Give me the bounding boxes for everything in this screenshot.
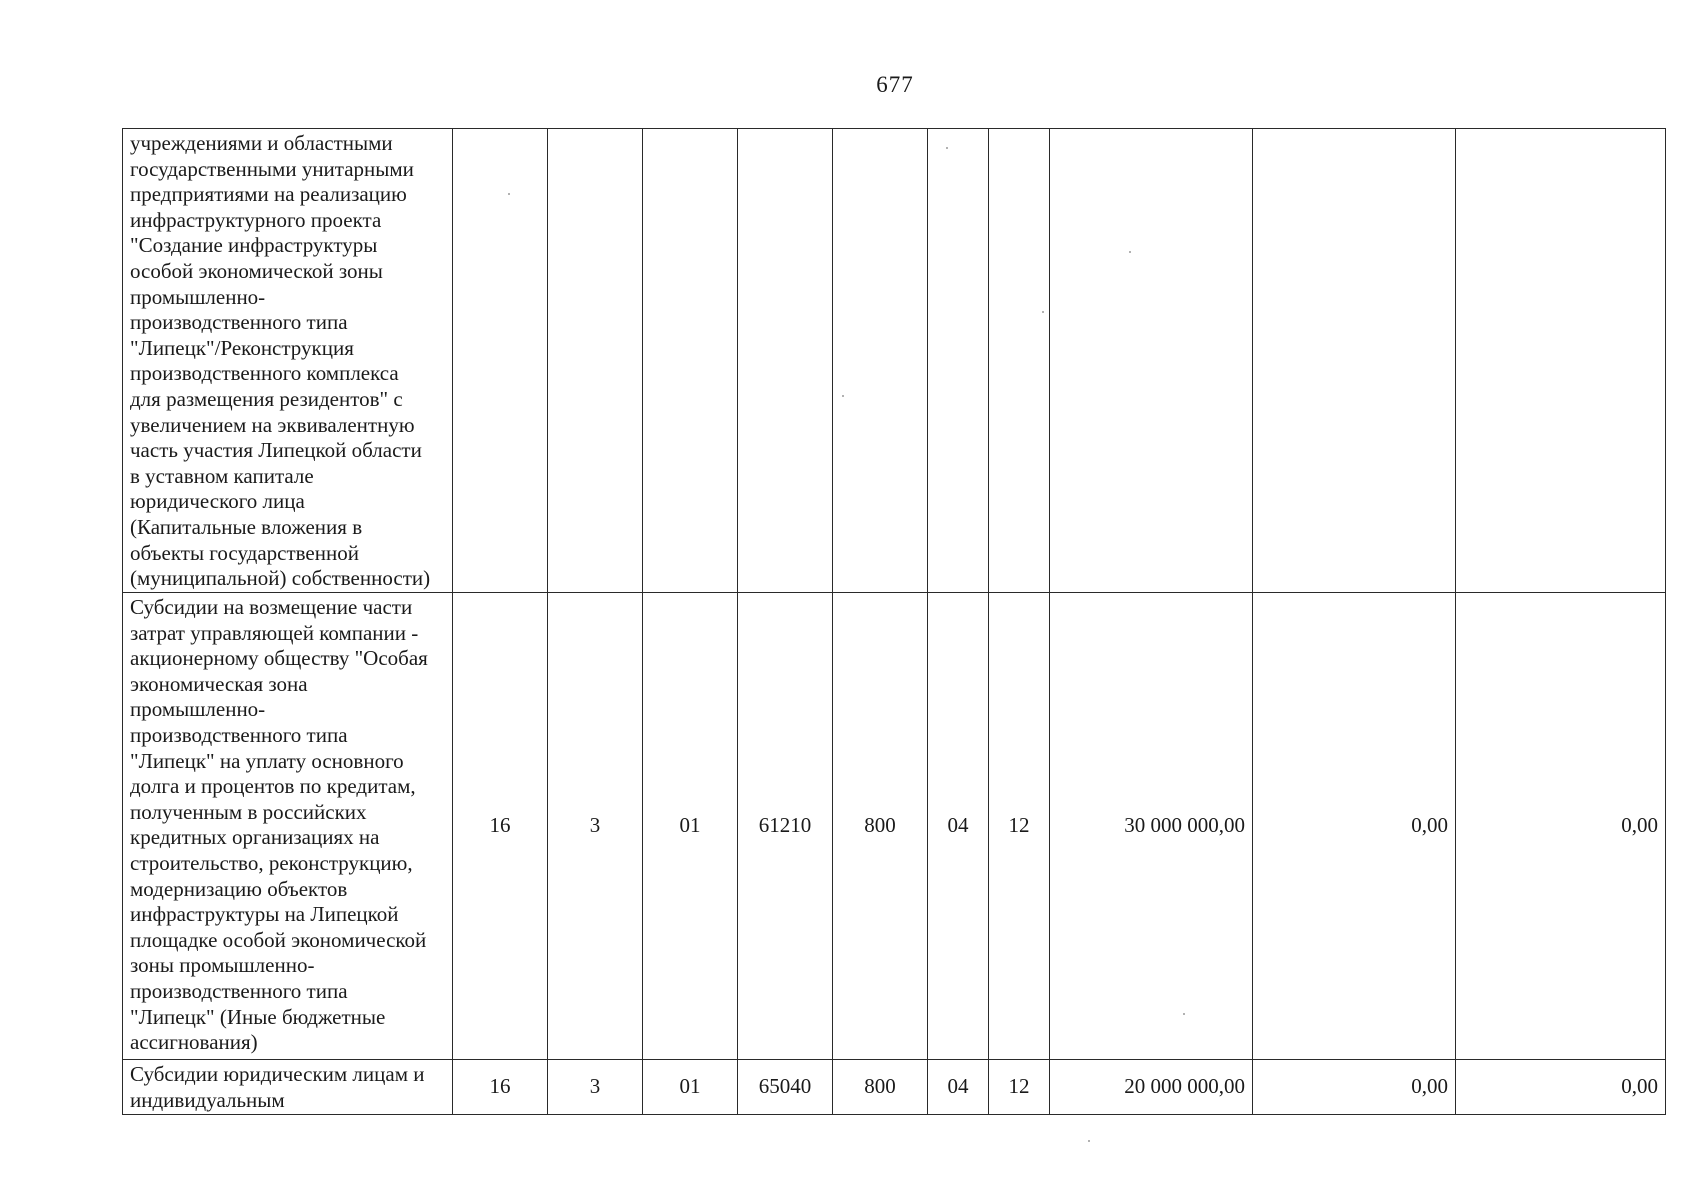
page-number: 677: [876, 72, 914, 97]
cell-amount-1: 20 000 000,00: [1050, 1060, 1253, 1115]
cell-code-3: 01: [643, 1060, 738, 1115]
description-line: "Липецк"/Реконструкция: [130, 335, 354, 360]
scan-speck: [1129, 251, 1131, 253]
description-line: промышленно-: [130, 697, 266, 722]
description-line: государственными унитарными: [130, 156, 414, 181]
description-line: "Липецк" на уплату основного: [130, 748, 404, 773]
description-line: инфраструктуры на Липецкой: [130, 902, 399, 927]
row-description: [123, 129, 453, 593]
description-line: Субсидии юридическим лицам и: [130, 1062, 425, 1086]
description-line: часть участия Липецкой области: [130, 438, 422, 463]
scan-speck: [508, 193, 510, 195]
cell-amount-1: [1050, 129, 1253, 593]
scan-speck: [842, 395, 844, 397]
cell-amount-3: 0,00: [1456, 593, 1666, 1060]
cell-amount-2: 0,00: [1253, 593, 1456, 1060]
cell-code-2: 3: [548, 593, 643, 1060]
table-row: [123, 1060, 1666, 1115]
description-line: кредитных организациях на: [130, 825, 380, 850]
cell-code-5: 800: [833, 593, 928, 1060]
description-line: юридического лица: [130, 489, 305, 514]
cell-amount-2: [1253, 129, 1456, 593]
description-line: промышленно-: [130, 284, 266, 309]
scan-speck: [1088, 1140, 1090, 1142]
description-line: предприятиями на реализацию: [130, 182, 407, 207]
description-line: увеличением на эквивалентную: [130, 412, 415, 437]
cell-code-7: 12: [989, 593, 1050, 1060]
description-line: индивидуальным: [130, 1087, 285, 1112]
description-line: акционерному обществу "Особая: [130, 646, 428, 671]
description-line: для размещения резидентов" с: [130, 386, 403, 411]
table-row: [123, 129, 1666, 593]
cell-code-7: 12: [989, 1060, 1050, 1115]
description-line: "Липецк" (Иные бюджетные: [130, 1004, 386, 1029]
description-line: инфраструктурного проекта: [130, 207, 382, 232]
cell-amount-3: 0,00: [1456, 1060, 1666, 1115]
budget-table: [122, 128, 1666, 1115]
row-description: [123, 593, 453, 1060]
cell-code-3: 01: [643, 593, 738, 1060]
cell-code-4: [738, 129, 833, 593]
description-line: производственного типа: [130, 722, 348, 747]
description-line: зоны промышленно-: [130, 953, 315, 978]
description-line: производственного комплекса: [130, 361, 399, 386]
description-line: объекты государственной: [130, 540, 359, 565]
cell-amount-2: 0,00: [1253, 1060, 1456, 1115]
description-line: (муниципальной) собственности): [130, 566, 431, 591]
row-description: [123, 1060, 453, 1115]
description-line: долга и процентов по кредитам,: [130, 774, 416, 799]
cell-code-3: [643, 129, 738, 593]
scan-speck: [1042, 311, 1044, 313]
cell-code-1: [453, 129, 548, 593]
cell-code-1: 16: [453, 1060, 548, 1115]
description-line: экономическая зона: [130, 671, 308, 696]
cell-code-2: [548, 129, 643, 593]
scan-speck: [946, 147, 948, 149]
description-line: строительство, реконструкцию,: [130, 850, 413, 875]
description-line: ассигнования): [130, 1030, 258, 1055]
description-line: производственного типа: [130, 978, 348, 1003]
cell-code-6: 04: [928, 1060, 989, 1115]
description-line: полученным в российских: [130, 799, 367, 824]
cell-code-4: 65040: [738, 1060, 833, 1115]
description-line: Субсидии на возмещение части: [130, 595, 413, 619]
description-line: площадке особой экономической: [130, 927, 427, 952]
description-line: учреждениями и областными: [130, 131, 393, 155]
description-line: "Создание инфраструктуры: [130, 233, 378, 258]
description-line: модернизацию объектов: [130, 876, 348, 901]
scan-speck: [1183, 1013, 1185, 1015]
cell-code-2: 3: [548, 1060, 643, 1115]
description-line: производственного типа: [130, 310, 348, 335]
description-line: затрат управляющей компании -: [130, 620, 419, 645]
cell-code-5: [833, 129, 928, 593]
cell-code-6: 04: [928, 593, 989, 1060]
cell-code-6: [928, 129, 989, 593]
cell-amount-3: [1456, 129, 1666, 593]
description-line: в уставном капитале: [130, 463, 314, 488]
description-line: (Капитальные вложения в: [130, 514, 363, 539]
description-line: особой экономической зоны: [130, 258, 383, 283]
cell-code-4: 61210: [738, 593, 833, 1060]
cell-amount-1: 30 000 000,00: [1050, 593, 1253, 1060]
cell-code-7: [989, 129, 1050, 593]
cell-code-1: 16: [453, 593, 548, 1060]
cell-code-5: 800: [833, 1060, 928, 1115]
table-row: [123, 593, 1666, 1060]
